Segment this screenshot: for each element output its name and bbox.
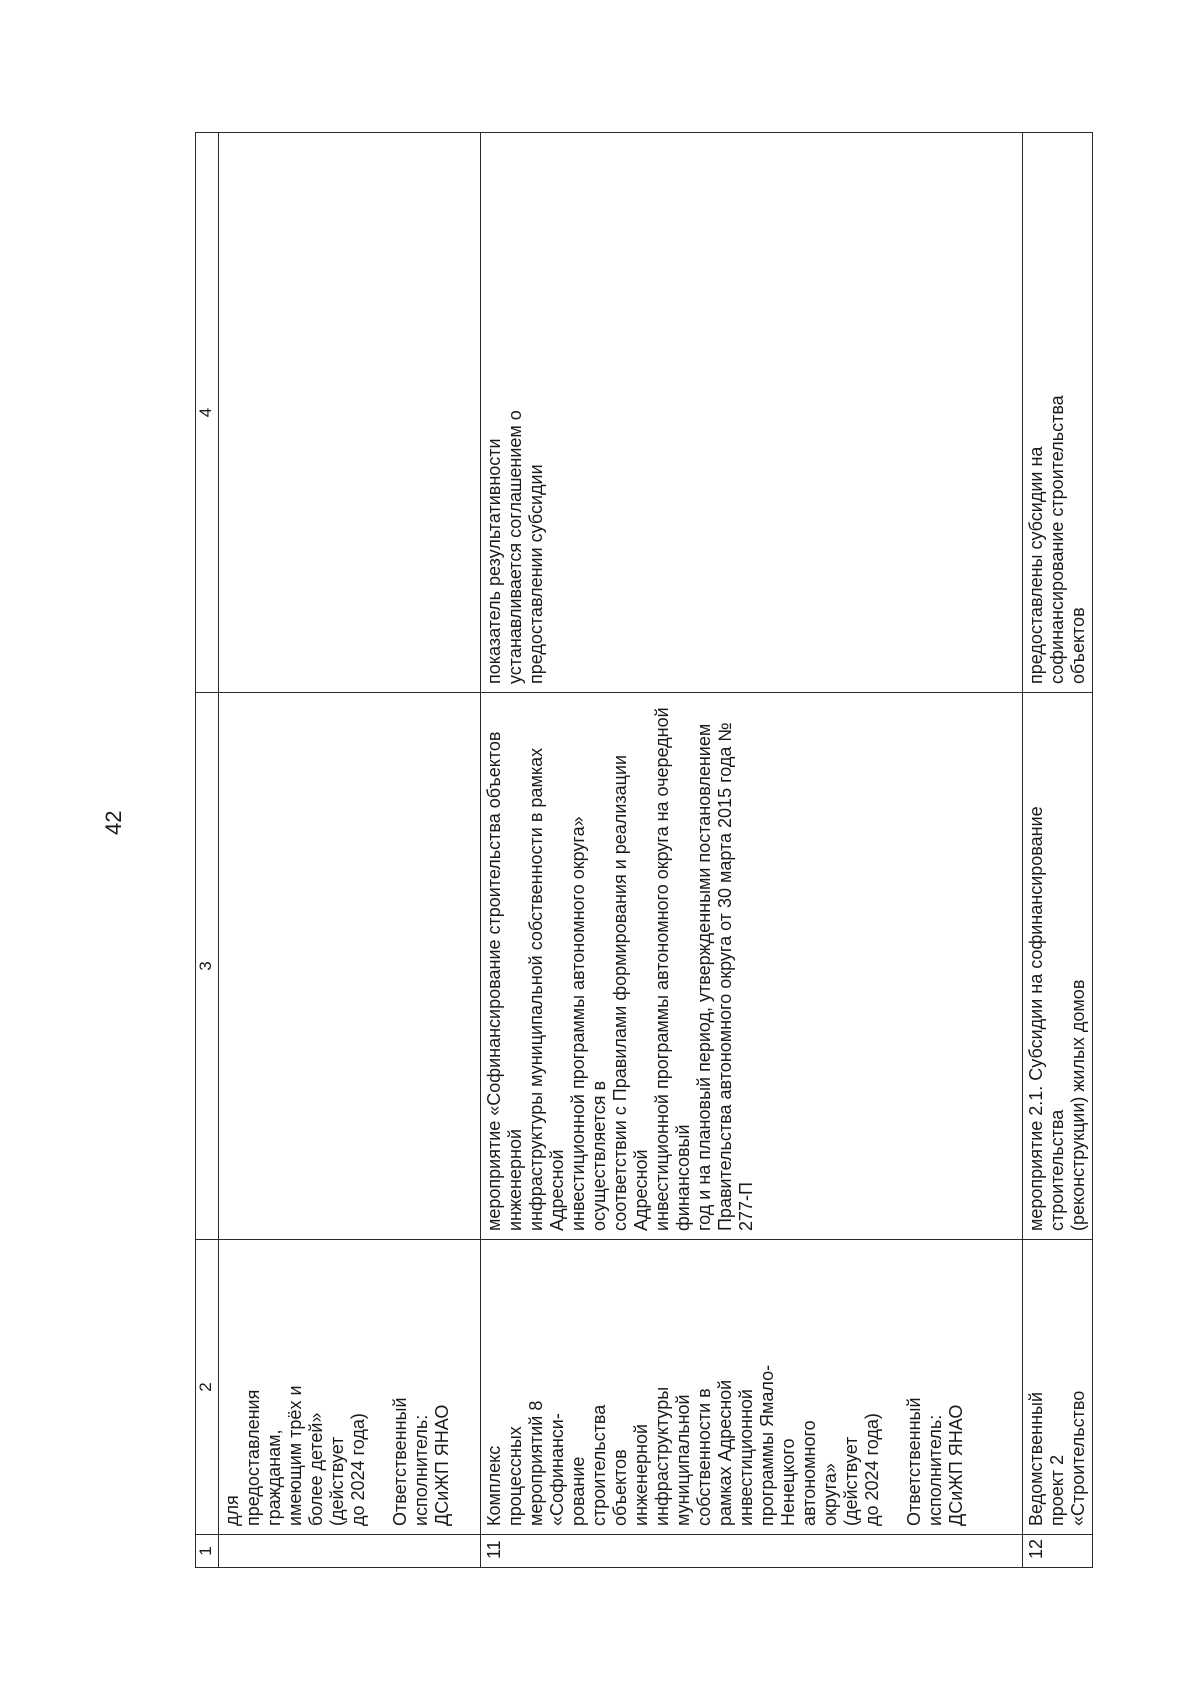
rotated-table-wrapper <box>195 133 1088 1568</box>
row-indicator: предоставлены субсидии на софинансирование строительства объектов <box>1023 133 1093 693</box>
row-number <box>219 1535 481 1568</box>
table-row <box>1023 133 1093 1568</box>
measures-table <box>195 132 1093 1568</box>
row-number: 12 <box>1023 1535 1093 1568</box>
row-name-cell <box>1023 1240 1093 1535</box>
row-executor: Ответственный исполнитель: ДСиЖП ЯНАО <box>904 1397 966 1526</box>
row-name: для предоставления гражданам, имеющим трёх и более детей» (действует до 2024 года) <box>222 1385 368 1526</box>
header-col-3: 3 <box>196 693 219 1240</box>
row-name: Комплекс процессных мероприятий 8 «Софинанси- рование строительства объектов инженерной инфраструктуры муниципальной собственности в рамках Адресной инвестиционной программы Ямало- Ненецкого автономного округа» (действует до 2024 года) <box>484 1364 882 1526</box>
table-row <box>481 133 1023 1568</box>
row-name-cell <box>219 1240 481 1535</box>
document-table-area <box>195 133 1088 1568</box>
row-description: мероприятие «Софинансирование строительства объектов инженерной инфраструктуры муниципальной собственности в рамках Адресной инвестиционной программы автономного округа» осуществляется в соответствии с Правилами формирования и реализации Адресной инвестиционной программы автономного округа на очередной финансовый год и на плановый период, утвержденными постановлением Правительства автономного округа от 30 марта 2015 года № 277-П <box>481 693 1023 1240</box>
row-name: Ведомственный проект 2 «Строительство <box>1026 1390 1088 1526</box>
row-executor: Ответственный исполнитель: ДСиЖП ЯНАО <box>390 1397 452 1526</box>
row-indicator <box>219 133 481 693</box>
row-description <box>219 693 481 1240</box>
table-header-row <box>196 133 219 1568</box>
row-name-cell <box>481 1240 1023 1535</box>
header-col-2: 2 <box>196 1240 219 1535</box>
row-number: 11 <box>481 1535 1023 1568</box>
row-indicator: показатель результативности устанавливается соглашением о предоставлении субсидии <box>481 133 1023 693</box>
table-row <box>219 133 481 1568</box>
header-col-4: 4 <box>196 133 219 693</box>
row-description: мероприятие 2.1. Субсидии на софинансирование строительства (реконструкции) жилых домов <box>1023 693 1093 1240</box>
header-col-1: 1 <box>196 1535 219 1568</box>
page-number: 42 <box>101 810 126 835</box>
